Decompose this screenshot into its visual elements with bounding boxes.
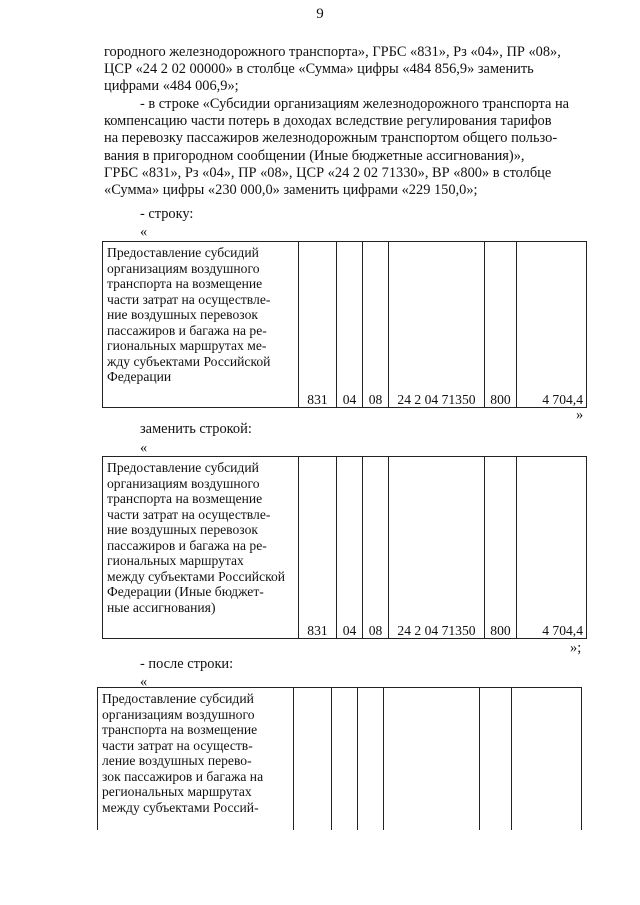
sum-cell: 4 704,4 [517,457,587,639]
grbs-cell: 831 [299,457,337,639]
row-name-cell: Предоставление субсидий организациям воздушного транспорта на возмещение части затрат на осуществ- ление воздушных перево- зок пассажиров и багажа на региональных маршрутах между субъектами Россий- [98,688,294,831]
intro-line: городного железнодорожного транспорта», ГРБС «831», Рз «04», ПР «08», [104,44,561,60]
table-after-row [97,687,582,830]
table-replacement-row [102,456,587,639]
subsidy-paragraph [104,96,588,199]
pr-cell [358,688,384,831]
csr-cell: 24 2 04 71350 [389,242,485,408]
pr-cell: 08 [363,242,389,408]
open-quote: « [140,224,148,240]
vr-cell [480,688,512,831]
replace-with-label: заменить строкой: [140,421,252,437]
rz-cell [332,688,358,831]
intro-line: цифрами «484 006,9»; [104,78,239,95]
row-name-cell: Предоставление субсидий организациям воздушного транспорта на возмещение части затрат на осуществле- ние воздушных перевозок пассажиров и багажа на ре- гиональных маршрутах между субъектами Российской Федерации (Иные бюджет- ные ассигнования) [103,457,299,639]
csr-cell: 24 2 04 71350 [389,457,485,639]
intro-paragraph [104,44,588,96]
close-quote: » [576,407,584,423]
row-label: - строку: [140,206,194,222]
page-number: 9 [316,6,324,22]
sum-cell [512,688,582,831]
table-row [103,457,587,639]
open-quote: « [140,440,148,456]
intro-line: ЦСР «24 2 02 00000» в столбце «Сумма» цифры «484 856,9» заменить [104,61,534,78]
grbs-cell: 831 [299,242,337,408]
subsidy-line: - в строке «Субсидии организациям железнодорожного транспорта на [140,96,570,112]
after-row-label: - после строки: [140,656,234,672]
subsidy-line: ГРБС «831», Рз «04», ПР «08», ЦСР «24 2 02 71330», ВР «800» в столбце [104,164,552,181]
rz-cell: 04 [337,242,363,408]
csr-cell [384,688,480,831]
close-quote-semicolon: »; [570,640,582,656]
rz-cell: 04 [337,457,363,639]
sum-cell: 4 704,4 [517,242,587,408]
subsidy-line: на перевозку пассажиров железнодорожным транспортом общего пользо- [104,130,558,147]
subsidy-line: вания в пригородном сообщении (Иные бюджетные ассигнования)», [104,147,525,164]
grbs-cell [294,688,332,831]
table-row [103,242,587,408]
vr-cell: 800 [485,242,517,408]
table-row [98,688,582,831]
pr-cell: 08 [363,457,389,639]
table-original-row [102,241,587,408]
row-name-cell: Предоставление субсидий организациям воздушного транспорта на возмещение части затрат на осуществле- ние воздушных перевозок пассажиров и багажа на ре- гиональных маршрутах ме- жду субъектами Российской Федерации [103,242,299,408]
subsidy-line: компенсацию части потерь в доходах вследствие регулирования тарифов [104,113,552,130]
vr-cell: 800 [485,457,517,639]
subsidy-line: «Сумма» цифры «230 000,0» заменить цифрами «229 150,0»; [104,182,478,199]
open-quote: « [140,674,148,690]
